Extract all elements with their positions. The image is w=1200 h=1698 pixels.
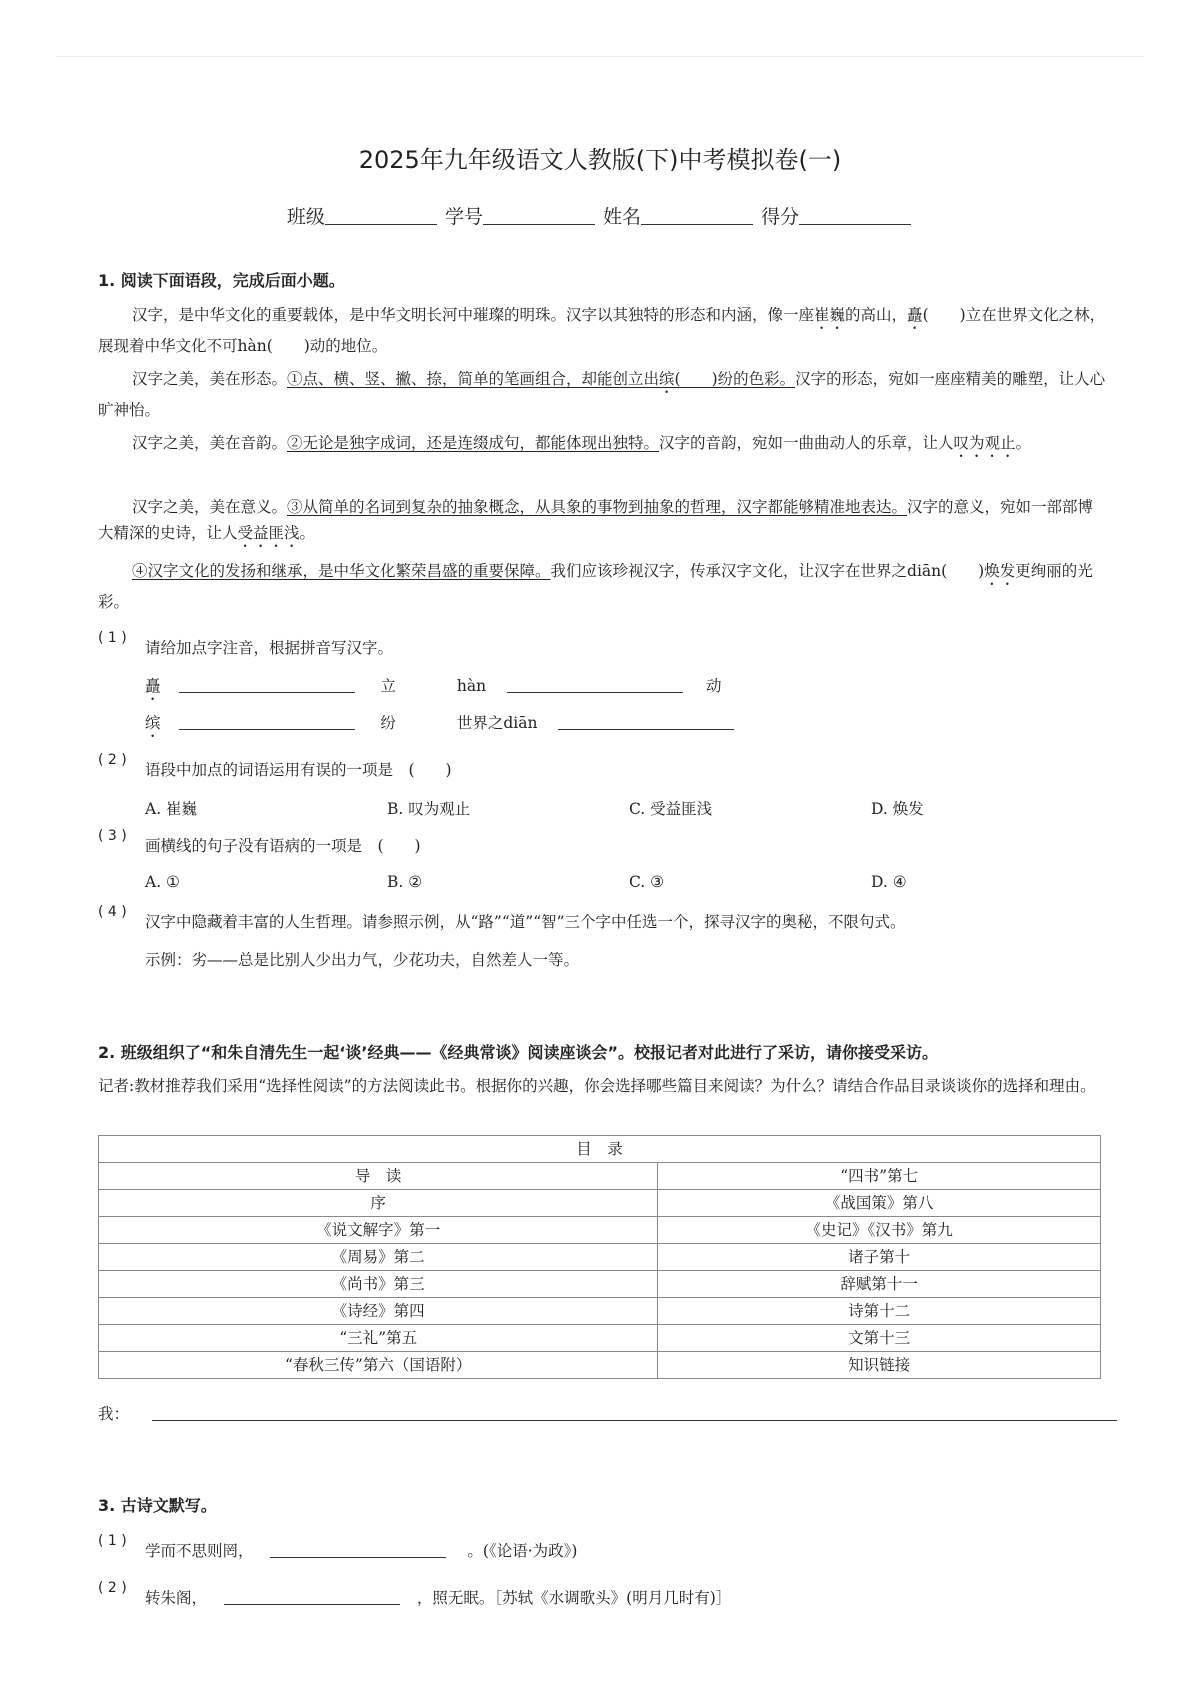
class-label: 班级 <box>286 206 325 228</box>
me-label: 我： <box>98 1405 130 1423</box>
q1-sub2-option-d[interactable]: D. 焕发 <box>871 800 924 818</box>
q2-reporter-question: 记者:教材推荐我们采用“选择性阅读”的方法阅读此书。根据你的兴趣，你会选择哪些篇目来阅读？为什么？请结合作品目录谈谈你的选择和理由。 <box>98 1077 1096 1095</box>
q1-sub3-option-c[interactable]: C. ③ <box>629 873 665 891</box>
table-row: 《尚书》第三 辞赋第十一 <box>99 1271 1101 1298</box>
q1-sub3-text: 画横线的句子没有语病的一项是 ( ) <box>145 837 421 855</box>
table-row: “春秋三传”第六（国语附） 知识链接 <box>99 1352 1101 1379</box>
answer-blank-dian[interactable] <box>558 711 734 730</box>
table-row: 《周易》第二 诸子第十 <box>99 1244 1101 1271</box>
contents-table-header: 目 录 <box>99 1136 1101 1163</box>
q3-heading: 3. 古诗文默写。 <box>98 1496 217 1515</box>
underlined-sentence-1a: ①点、横、竖、撇、捺，简单的笔画组合，却能创立出 <box>287 370 660 388</box>
recitation-blank-1[interactable] <box>270 1539 446 1558</box>
dotted-word-shouyifeiqian: 受益匪浅 <box>237 524 300 542</box>
q1-sub3-number: ( 3 ) <box>98 828 127 844</box>
q3-sub2-line: 转朱阁， ，照无眠。［苏轼《水调歌头》(明月几时有)］ <box>145 1586 731 1608</box>
q1-sub1-number: ( 1 ) <box>98 630 127 646</box>
q3-sub1-line: 学而不思则罔， 。(《论语·为政》) <box>145 1539 577 1561</box>
name-label: 姓名 <box>603 206 642 228</box>
q2-answer-row <box>98 1402 1117 1424</box>
q1-sub2-text: 语段中加点的词语运用有误的一项是 ( ) <box>145 761 452 779</box>
q1-heading: 1. 阅读下面语段，完成后面小题。 <box>98 271 345 290</box>
q1-sub2-option-c[interactable]: C. 受益匪浅 <box>629 800 713 818</box>
q1-sub4-number: ( 4 ) <box>98 904 127 920</box>
page-title: 2025年九年级语文人教版(下)中考模拟卷(一) <box>358 146 842 174</box>
q1-sub4-text: 汉字中隐藏着丰富的人生哲理。请参照示例，从“路”“道”“智”三个字中任选一个，探寻汉字的奥秘，不限句式。 <box>145 913 906 931</box>
q1-sub4-example: 示例：劣——总是比别人少出力气，少花功夫，自然差人一等。 <box>145 951 580 969</box>
score-field[interactable] <box>799 206 911 225</box>
underlined-sentence-1b: ( )纷的色彩。 <box>674 370 796 388</box>
name-field[interactable] <box>641 206 753 225</box>
dotted-char-chu: 矗 <box>907 306 923 324</box>
q1-paragraph-3: 汉字之美，美在音韵。②无论是独字成词，还是连缀成句，都能体现出独特。汉字的音韵，宛如一曲曲动人的乐章，让人叹为观止。 <box>132 434 1032 452</box>
underlined-sentence-4: ④汉字文化的发扬和继承，是中华文化繁荣昌盛的重要保障。 <box>132 562 551 580</box>
q2-answer-line[interactable] <box>152 1402 1117 1421</box>
dotted-word-tanweiguanzhi: 叹为观止 <box>953 434 1016 452</box>
answer-blank-han[interactable] <box>507 674 683 693</box>
table-row: 导 读 “四书”第七 <box>99 1163 1101 1190</box>
q3-sub1-number: ( 1 ) <box>98 1533 127 1549</box>
pinyin-row-2: 缤 纷 世界之diān <box>145 711 734 741</box>
class-field[interactable] <box>325 206 437 225</box>
q1-paragraph-4: 汉字之美，美在意义。③从简单的名词到复杂的抽象概念，从具象的事物到抽象的哲理，汉字都能够精准地表达。汉字的意义，宛如一部部博大精深的史诗，让人受益匪浅。 <box>98 498 1094 542</box>
q1-sub3-option-d[interactable]: D. ④ <box>871 873 907 891</box>
id-field[interactable] <box>483 206 595 225</box>
q1-paragraph-2: 汉字之美，美在形态。①点、横、竖、撇、捺，简单的笔画组合，却能创立出缤( )纷的色彩。汉字的形态，宛如一座座精美的雕塑，让人心旷神怡。 <box>98 370 1106 419</box>
underlined-sentence-3: ③从简单的名词到复杂的抽象概念，从具象的事物到抽象的哲理，汉字都能够精准地表达。 <box>287 498 908 516</box>
score-label: 得分 <box>761 206 800 228</box>
dotted-word-huanfa: 焕发 <box>984 562 1016 580</box>
answer-blank-chu[interactable] <box>179 674 355 693</box>
table-row: 《诗经》第四 诗第十二 <box>99 1298 1101 1325</box>
student-info-line <box>0 202 1200 229</box>
q1-paragraph-5: ④汉字文化的发扬和继承，是中华文化繁荣昌盛的重要保障。我们应该珍视汉字，传承汉字文化，让汉字在世界之diān( )焕发更绚丽的光彩。 <box>98 562 1093 611</box>
page-top-divider <box>56 56 1144 57</box>
pinyin-row-1: 矗 立 hàn 动 <box>145 674 721 704</box>
underlined-sentence-2: ②无论是独字成词，还是连缀成句，都能体现出独特。 <box>287 434 660 452</box>
q2-heading: 2. 班级组织了“和朱自清先生一起‘谈’经典——《经典常谈》阅读座谈会”。校报记者对此进行了采访，请你接受采访。 <box>98 1043 938 1062</box>
contents-table <box>98 1135 1101 1379</box>
q1-sub1-text: 请给加点字注音，根据拼音写汉字。 <box>145 639 394 657</box>
table-row: 序 《战国策》第八 <box>99 1190 1101 1217</box>
answer-blank-bin[interactable] <box>179 711 355 730</box>
q1-sub3-option-b[interactable]: B. ② <box>387 873 423 891</box>
dotted-word-cuiwei: 崔巍 <box>814 306 846 324</box>
id-label: 学号 <box>444 206 483 228</box>
dotted-char-bin: 缤 <box>659 370 675 388</box>
q1-paragraph-1: 汉字，是中华文化的重要载体，是中华文明长河中璀璨的明珠。汉字以其独特的形态和内涵，像一座崔巍的高山，矗( )立在世界文化之林，展现着中华文化不可hàn( )动的地位。 <box>98 306 1106 355</box>
table-row: 《说文解字》第一 《史记》《汉书》第九 <box>99 1217 1101 1244</box>
q1-sub2-number: ( 2 ) <box>98 752 127 768</box>
q1-sub2-option-b[interactable]: B. 叹为观止 <box>387 800 471 818</box>
q1-sub3-option-a[interactable]: A. ① <box>145 873 180 891</box>
table-row: “三礼”第五 文第十三 <box>99 1325 1101 1352</box>
q1-sub2-option-a[interactable]: A. 崔巍 <box>145 800 198 818</box>
q3-sub2-number: ( 2 ) <box>98 1580 127 1596</box>
recitation-blank-2[interactable] <box>224 1586 400 1605</box>
